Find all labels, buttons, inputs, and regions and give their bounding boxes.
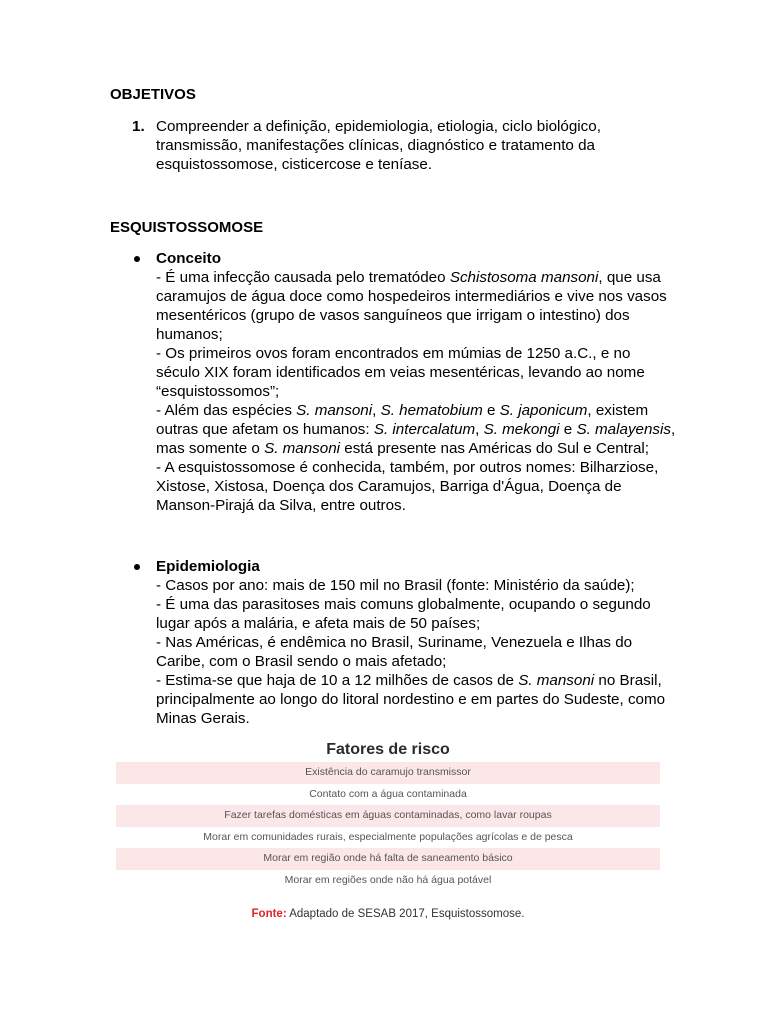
conceito-body: [156, 249, 676, 515]
species-name: S. mansoni: [264, 440, 341, 457]
conceito-title: Conceito: [156, 250, 221, 267]
species-name: S. malayensis: [576, 421, 671, 438]
bullet-dot: [134, 256, 140, 262]
species-name: S. japonicum: [499, 402, 588, 419]
conceito-paragraph-2: - Os primeiros ovos foram encontrados em múmias de 1250 a.C., e no século XIX foram identificados em veias mesentéricas, levando ao nome “esquistossomos”;: [156, 345, 645, 400]
figure-source: [116, 905, 660, 924]
species-name: S. mekongi: [483, 421, 560, 438]
epidemiologia-title: Epidemiologia: [156, 558, 260, 575]
conceito-paragraph-4: - A esquistossomose é conhecida, também, por outros nomes: Bilharziose, Xistose, Xistosa, Doença dos Caramujos, Barriga d'Água, Doença de Manson-Pirajá da Silva, entre outros.: [156, 459, 659, 514]
objective-number: 1.: [132, 118, 145, 135]
objectives-heading: OBJETIVOS: [110, 86, 196, 103]
risk-factor-row: Contato com a água contaminada: [309, 787, 467, 800]
risk-factor-row: Existência do caramujo transmissor: [116, 762, 660, 784]
species-name: Schistosoma mansoni: [449, 269, 599, 286]
source-text: Adaptado de SESAB 2017, Esquistossomose.: [286, 908, 525, 920]
epidemiologia-paragraph-1: - Casos por ano: mais de 150 mil no Brasil (fonte: Ministério da saúde);: [156, 577, 635, 594]
bullet-dot: [134, 564, 140, 570]
species-name: S. hematobium: [380, 402, 483, 419]
species-name: S. intercalatum: [373, 421, 476, 438]
epidemiologia-paragraph-3: - Nas Américas, é endêmica no Brasil, Suriname, Venezuela e Ilhas do Caribe, com o Brasil sendo o mais afetado;: [156, 634, 633, 670]
risk-factors-title: Fatores de risco: [326, 741, 450, 758]
risk-factor-row: Morar em região onde há falta de saneamento básico: [116, 848, 660, 870]
risk-factor-row: Fazer tarefas domésticas em águas contaminadas, como lavar roupas: [116, 805, 660, 827]
species-name: S. mansoni: [296, 402, 373, 419]
section-heading: ESQUISTOSSOMOSE: [110, 219, 264, 236]
risk-factor-row: Morar em comunidades rurais, especialmente populações agrícolas e de pesca: [203, 830, 573, 843]
epidemiologia-body: [156, 557, 676, 728]
source-label: Fonte:: [251, 908, 287, 920]
risk-factors-figure: [116, 738, 660, 924]
epidemiologia-paragraph-2: - É uma das parasitoses mais comuns globalmente, ocupando o segundo lugar após a malária, e afeta mais de 50 países;: [156, 596, 651, 632]
risk-factor-row: Morar em regiões onde não há água potável: [284, 873, 492, 886]
species-name: S. mansoni: [518, 672, 595, 689]
conceito-paragraph-1: - É uma infecção causada pelo trematódeo Schistosoma mansoni, que usa caramujos de água doce como hospedeiros intermediários e vive nos vasos mesentéricos (grupo de vasos sanguíneos que irrigam o intestino) dos humanos;: [156, 269, 667, 343]
conceito-paragraph-3: - Além das espécies S. mansoni, S. hematobium e S. japonicum, existem outras que afetam os humanos: S. intercalatum, S. mekongi e S. malayensis, mas somente o S. mansoni está presente nas Américas do Sul e Central;: [156, 402, 676, 457]
epidemiologia-paragraph-4: - Estima-se que haja de 10 a 12 milhões de casos de S. mansoni no Brasil, principalmente ao longo do litoral nordestino e em partes do Sudeste, como Minas Gerais.: [156, 672, 666, 727]
objective-text: Compreender a definição, epidemiologia, etiologia, ciclo biológico, transmissão, manifestações clínicas, diagnóstico e tratamento da esquistossomose, cisticercose e teníase.: [156, 118, 601, 173]
